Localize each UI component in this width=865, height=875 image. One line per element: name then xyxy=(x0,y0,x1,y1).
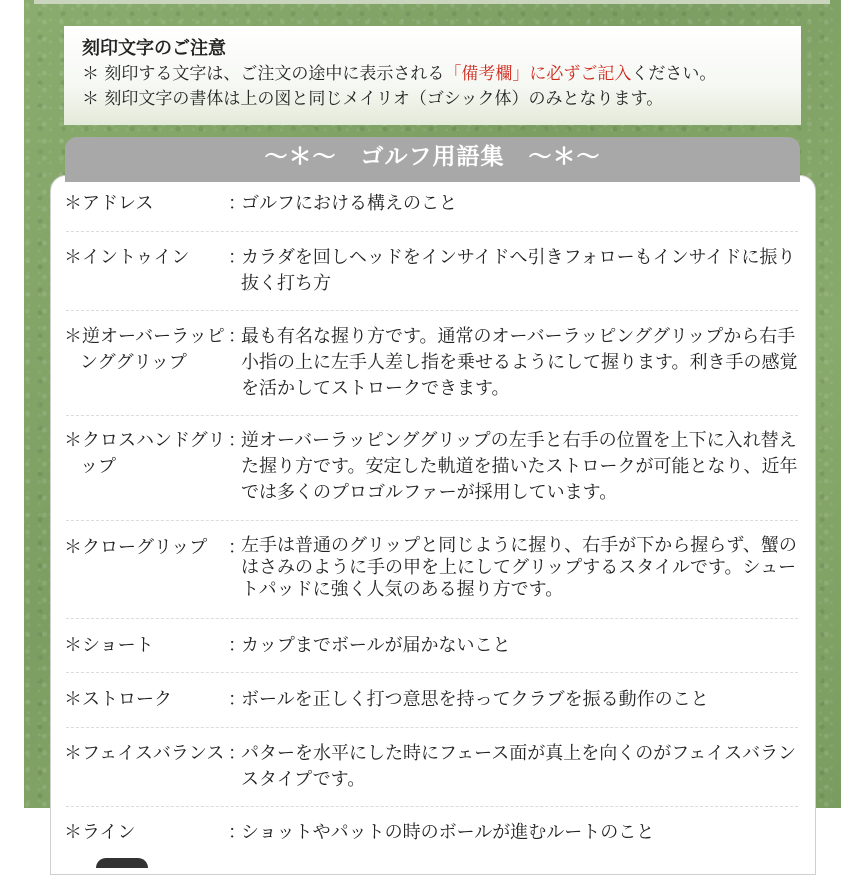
notice-line-1-highlight: 「備考欄」に必ずご記入 xyxy=(444,64,632,84)
top-strip xyxy=(34,0,830,4)
glossary-term: ＊ショート xyxy=(64,635,154,656)
glossary-definition: カラダを回しヘッドをインサイドへ引きフォローもインサイドに振り抜く打ち方 xyxy=(241,247,796,294)
glossary-colon: ： xyxy=(228,635,246,656)
glossary-term: ＊フェイスバランス xyxy=(64,743,225,764)
glossary-definition: カップまでボールが届かないこと xyxy=(241,635,511,656)
notice-line-1-prefix: ＊ 刻印する文字は、ご注文の途中に表示される xyxy=(82,64,445,84)
notice-line-2: ＊ 刻印文字の書体は上の図と同じメイリオ（ゴシック体）のみとなります。 xyxy=(82,89,664,109)
glossary-definition: 最も有名な握り方です。通常のオーバーラッピンググリップから右手小指の上に左手人差し指を乗せるようにして握ります。利き手の感覚を活かしてストロークできます。 xyxy=(241,326,798,399)
engraving-notice xyxy=(64,26,801,125)
glossary-term: ＊ストローク xyxy=(64,689,172,710)
glossary-colon: ： xyxy=(228,193,246,214)
glossary-colon: ： xyxy=(228,537,246,558)
glossary-term: ＊クローグリップ xyxy=(64,537,208,558)
partial-image xyxy=(96,858,148,868)
glossary-definition: ショットやパットの時のボールが進むルートのこと xyxy=(241,822,655,843)
glossary-definition: 逆オーバーラッピンググリップの左手と右手の位置を上下に入れ替えた握り方です。安定した軌道を描いたストロークが可能となり、近年では多くのプロゴルファーが採用しています。 xyxy=(241,430,798,503)
glossary-divider xyxy=(66,310,798,311)
glossary-colon: ： xyxy=(228,247,246,268)
glossary-colon: ： xyxy=(228,689,246,710)
glossary-definition: 左手は普通のグリップと同じように握り、右手が下から握らず、蟹のはさみのように手の甲を上にしてグリップするスタイルです。シュートパッドに強く人気のある握り方です。 xyxy=(241,535,797,600)
glossary-colon: ： xyxy=(228,326,246,347)
glossary-divider xyxy=(66,672,798,673)
notice-line-1-suffix: ください。 xyxy=(631,64,717,84)
glossary-colon: ： xyxy=(228,743,246,764)
glossary-term: ＊逆オーバーラッピンググリップ xyxy=(64,326,225,373)
glossary-term: ＊アドレス xyxy=(64,193,154,214)
glossary-definition: ボールを正しく打つ意思を持ってクラブを振る動作のこと xyxy=(241,689,709,710)
glossary-definition: ゴルフにおける構えのこと xyxy=(241,193,457,214)
glossary-term: ＊イントゥイン xyxy=(64,247,190,268)
glossary-divider xyxy=(66,415,798,416)
glossary-colon: ： xyxy=(228,430,246,451)
glossary-divider xyxy=(66,520,798,521)
glossary-term: ＊ライン xyxy=(64,822,136,843)
glossary-divider xyxy=(66,806,798,807)
glossary-divider xyxy=(66,727,798,728)
glossary-divider xyxy=(66,618,798,619)
glossary-divider xyxy=(66,231,798,232)
glossary-header: ～＊～ ゴルフ用語集 ～＊～ xyxy=(65,137,800,182)
glossary-definition: パターを水平にした時にフェース面が真上を向くのがフェイスバランスタイプです。 xyxy=(241,743,797,790)
glossary-colon: ： xyxy=(228,822,246,843)
notice-line-1 xyxy=(82,62,801,87)
notice-title: 刻印文字のご注意 xyxy=(82,38,226,59)
glossary-term: ＊クロスハンドグリップ xyxy=(64,430,226,477)
